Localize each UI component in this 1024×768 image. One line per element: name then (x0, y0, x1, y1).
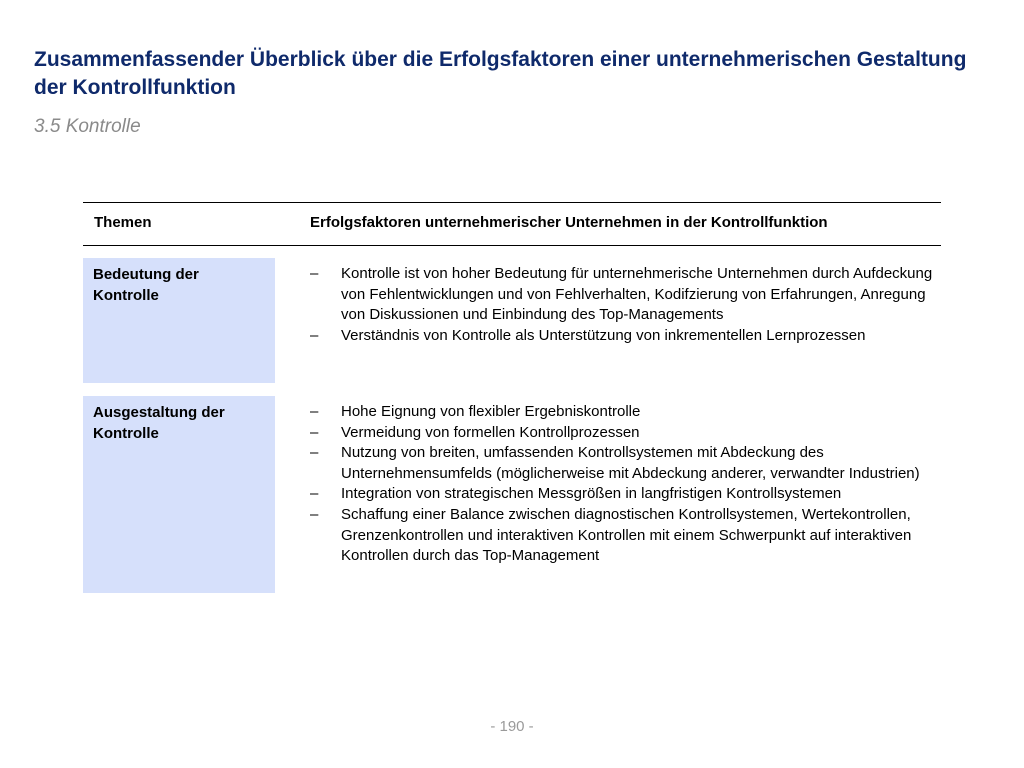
bullet-text: Vermeidung von formellen Kontrollprozessen (341, 423, 640, 441)
list-item (310, 402, 940, 423)
bullet-text: Hohe Eignung von flexibler Ergebniskontrolle (341, 403, 641, 420)
bullet-text: Verständnis von Kontrolle als Unterstützung von inkrementellen Lernprozessen (341, 326, 866, 344)
topic-box-design (83, 396, 275, 593)
bullet-text: Nutzung von breiten, umfassenden Kontrollsystemen mit Abdeckung des Unternehmensumfelds (möglicherweise mit Abdeckung anderer, verwandter Industrien) (341, 444, 920, 482)
column-header-topics: Themen (94, 214, 152, 231)
topic-box-importance (83, 258, 275, 383)
list-item (310, 326, 940, 347)
topic-label: Ausgestaltung der Kontrolle (93, 404, 225, 442)
slide-subtitle: 3.5 Kontrolle (34, 116, 141, 137)
list-item (310, 423, 940, 444)
bullet-list-design (310, 402, 940, 567)
dash-marker: – (310, 444, 319, 462)
list-item (310, 443, 940, 484)
bullet-text: Schaffung einer Balance zwischen diagnostischen Kontrollsystemen, Wertekontrollen, Grenzenkontrollen und interaktiven Kontrollen mit einem Schwerpunkt auf interaktiven Kontrollen durch das Top-Management (341, 505, 912, 565)
slide-title: Zusammenfassender Überblick über die Erfolgsfaktoren einer unternehmerischen Gestaltung der Kontrollfunktion (34, 48, 967, 99)
table-header-rule (83, 245, 941, 246)
topic-label: Bedeutung der Kontrolle (93, 266, 199, 304)
bullet-list-importance (310, 264, 940, 346)
list-item (310, 484, 940, 505)
table-top-rule (83, 202, 941, 203)
list-item (310, 505, 940, 567)
list-item (310, 264, 940, 326)
dash-marker: – (310, 485, 319, 503)
bullet-text: Integration von strategischen Messgrößen in langfristigen Kontrollsystemen (341, 485, 842, 503)
dash-marker: – (310, 423, 319, 441)
dash-marker: – (310, 265, 319, 282)
bullet-text: Kontrolle ist von hoher Bedeutung für unternehmerische Unternehmen durch Aufdeckung von Fehlentwicklungen und von Fehlverhalten, Kodifzierung von Erfahrungen, Anregung von Diskussionen und Einbindung des Top-Managements (341, 265, 933, 324)
column-header-success-factors: Erfolgsfaktoren unternehmerischer Unternehmen in der Kontrollfunktion (310, 214, 828, 231)
page-number: - 190 - (490, 718, 534, 735)
dash-marker: – (310, 505, 319, 523)
dash-marker: – (310, 326, 319, 344)
dash-marker: – (310, 403, 319, 420)
